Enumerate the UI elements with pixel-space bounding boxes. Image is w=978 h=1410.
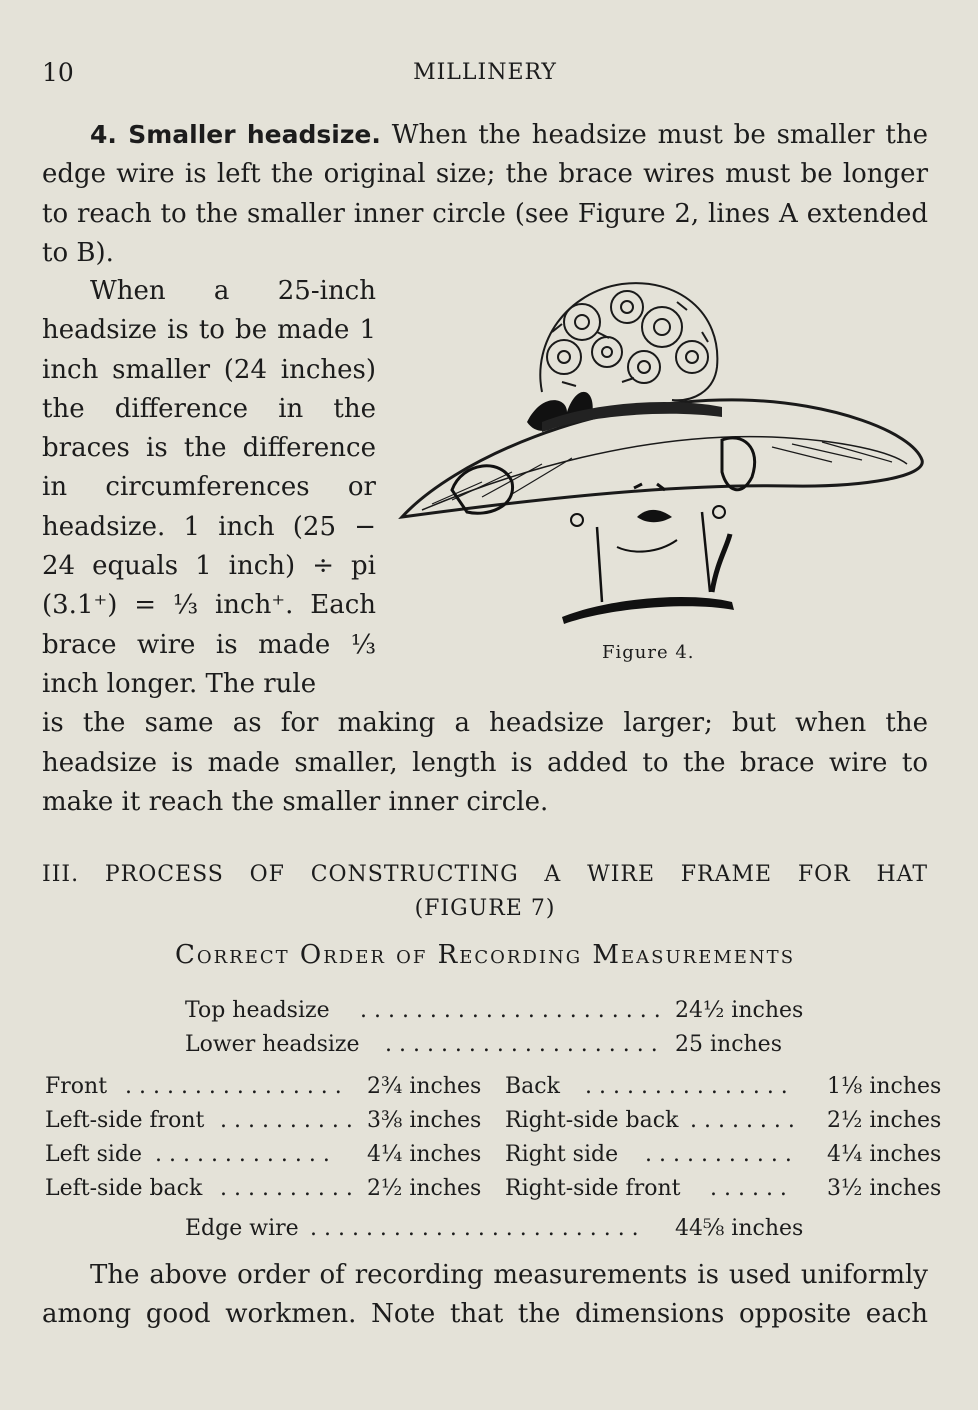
paragraph-wide-column: is the same as for making a headsize larger; but when the headsize is made smaller, length is added to the brace wire to make it reach the smaller inner circle. [42, 708, 928, 817]
measurement-value: 2½ inches [827, 1108, 942, 1133]
leader-dots: . . . . . . . . . . [220, 1108, 353, 1133]
measurement-value: 24½ inches [675, 998, 804, 1023]
measurement-value: 2¾ inches [367, 1074, 482, 1099]
measurement-label: Lower headsize [185, 1032, 360, 1057]
leader-dots: . . . . . . . . . . . . . . . . . . . . . . [360, 998, 661, 1023]
measurement-row-right-side [505, 1140, 942, 1170]
measurement-label: Left-side front [45, 1108, 205, 1133]
section-heading [42, 858, 928, 926]
paragraph-smaller-headsize [42, 115, 928, 273]
paragraph-text: When the headsize must be smaller the edge wire is left the original size; the brace wires must be longer to reach to the smaller inner circle (see Figure 2, lines A extended to B). [42, 120, 928, 268]
measurement-value: 25 inches [675, 1032, 782, 1057]
page-header [42, 58, 928, 92]
leader-dots: . . . . . . . . . . . . . . . . . . . . . . . . [310, 1216, 639, 1241]
measurement-label: Front [45, 1074, 108, 1099]
leader-dots: . . . . . . . . . . . . . . . . [125, 1074, 342, 1099]
leader-dots: . . . . . . . . . . . . . . . . . . . . [385, 1032, 658, 1057]
measurement-label: Edge wire [185, 1216, 299, 1241]
leader-dots: . . . . . . . . [690, 1108, 795, 1133]
page-number: 10 [42, 58, 74, 87]
measurement-value: 4¼ inches [367, 1142, 482, 1167]
measurement-row-left-side [45, 1140, 482, 1170]
leader-dots: . . . . . . . . . . . . . . . [585, 1074, 788, 1099]
leader-dots: . . . . . . . . . . . [645, 1142, 792, 1167]
table-title: Correct Order of Recording Measurements [174, 940, 796, 970]
measurement-label: Right-side back [505, 1108, 679, 1133]
measurement-value: 44⅝ inches [675, 1216, 804, 1241]
measurement-value: 3⅜ inches [367, 1108, 482, 1133]
hat-illustration [392, 272, 932, 632]
paragraph-narrow-column [42, 272, 376, 704]
measurement-row-left-side-front [45, 1106, 482, 1136]
measurement-label: Back [505, 1074, 560, 1099]
measurement-label: Right side [505, 1142, 619, 1167]
leader-dots: . . . . . . [710, 1176, 787, 1201]
section-heading-line1: III. PROCESS OF CONSTRUCTING A WIRE FRAME FOR HAT [42, 862, 928, 887]
measurement-label: Right-side front [505, 1176, 681, 1201]
measurement-row-edge-wire [185, 1214, 804, 1244]
section-heading-line2: (FIGURE 7) [414, 896, 556, 921]
measurement-value: 2½ inches [367, 1176, 482, 1201]
measurement-row-left-side-back [45, 1174, 482, 1204]
measurement-row-front [45, 1072, 482, 1102]
measurement-label: Left-side back [45, 1176, 203, 1201]
measurement-label: Top headsize [185, 998, 330, 1023]
measurement-value: 4¼ inches [827, 1142, 942, 1167]
leader-dots: . . . . . . . . . . [220, 1176, 353, 1201]
paragraph-line: among good workmen. Note that the dimensions opposite each [42, 1299, 928, 1330]
paragraph-lead: 4. Smaller headsize. [90, 120, 381, 149]
figure-caption: Figure 4. [602, 642, 695, 663]
narrow-text: When a 25-inch headsize is to be made 1 inch smaller (24 inches) the difference in the braces is the difference in circumferences or headsize. 1 inch (25 − 24 equals 1 inch) ÷ pi (3.1⁺) = ⅓ inch⁺. Each brace wire is made ⅓ inch longer. The rule [42, 276, 376, 699]
measurement-row-lower-headsize [185, 1030, 795, 1060]
paragraph-line: The above order of recording measurements is used uniformly [90, 1260, 928, 1290]
measurement-row-top-headsize [185, 996, 804, 1026]
measurement-row-right-side-front [505, 1174, 942, 1204]
leader-dots: . . . . . . . . . . . . . [155, 1142, 330, 1167]
figure-4 [392, 272, 932, 672]
running-head: MILLINERY [413, 60, 557, 85]
measurement-value: 3½ inches [827, 1176, 942, 1201]
measurement-label: Left side [45, 1142, 143, 1167]
measurement-row-back [505, 1072, 942, 1102]
measurement-row-right-side-back [505, 1106, 942, 1136]
measurement-value: 1⅛ inches [827, 1074, 942, 1099]
paragraph-recording-order [42, 1256, 928, 1335]
